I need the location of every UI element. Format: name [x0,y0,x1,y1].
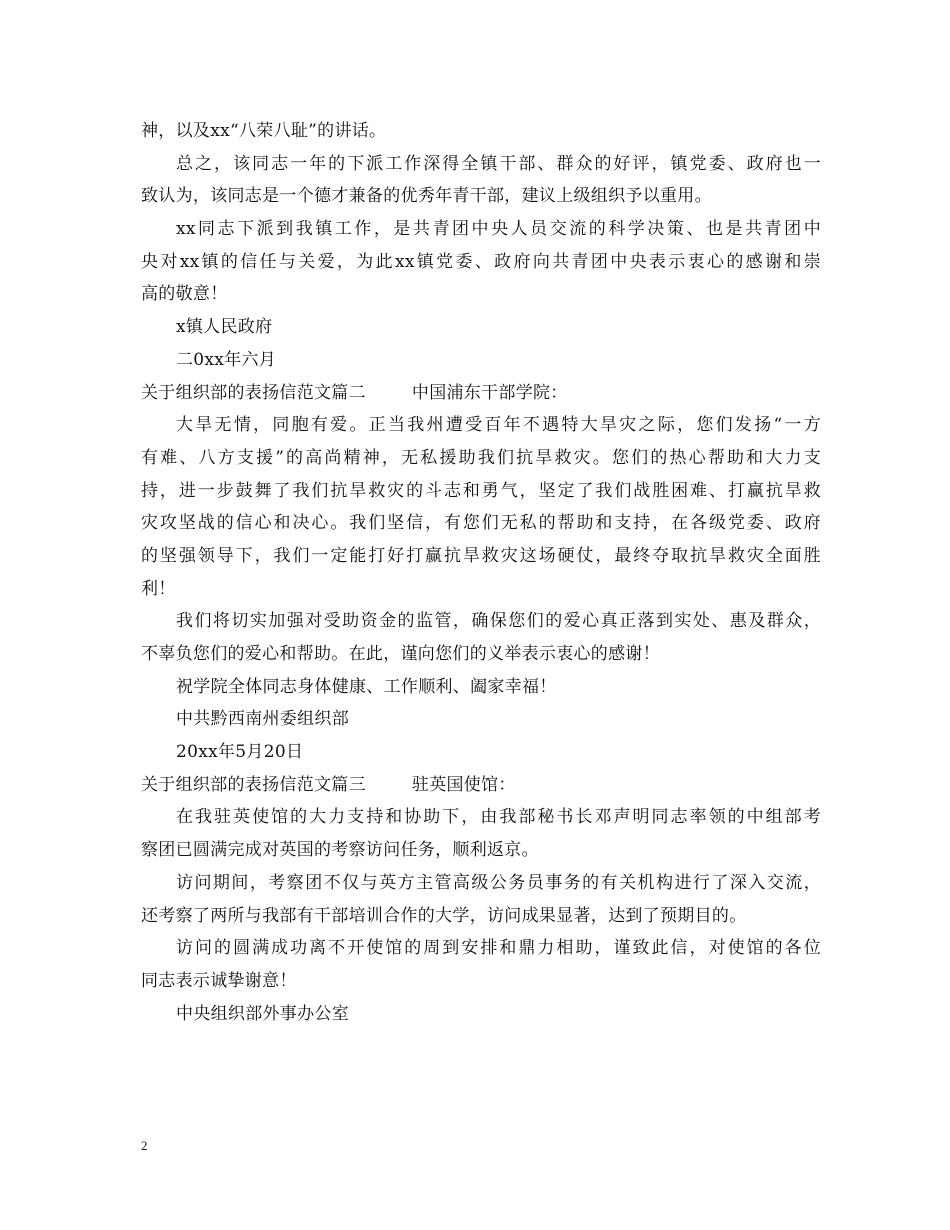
paragraph-line: 神，以及xx“八荣八耻”的讲话。 [141,121,387,141]
page-number: 2 [141,1138,148,1153]
paragraph-line: xx同志下派到我镇工作，是共青团中央人员交流的科学决策、也是共青团中 [176,219,821,240]
paragraph-line: 不辜负您们的爱心和帮助。在此，谨向您们的义举表示衷心的感谢！ [141,644,660,664]
letter-recipient: 驻英国使馆： [411,774,516,795]
paragraph-line: 察团已圆满完成对英国的考察访问任务，顺利返京。 [141,840,539,861]
paragraph-line: 祝学院全体同志身体健康、工作顺利、阖家幸福！ [176,676,557,697]
paragraph-line: 在我驻英使馆的大力支持和协助下，由我部秘书长邓声明同志率领的中组部考 [176,807,821,828]
paragraph-line: 有难、八方支援”的高尚精神，无私援助我们抗旱救灾。您们的热心帮助和大力支 [141,447,821,468]
paragraph-line: 灾攻坚战的信心和决心。我们坚信，有您们无私的帮助和支持，在各级党委、政府 [141,513,821,534]
paragraph-line: 总之，该同志一年的下派工作深得全镇干部、群众的好评，镇党委、政府也一 [176,153,821,174]
date-line: 二0xx年六月 [176,349,277,370]
paragraph-line: 访问期间，考察团不仅与英方主管高级公务员事务的有关机构进行了深入交流， [176,872,821,893]
paragraph-line: 持，进一步鼓舞了我们抗旱救灾的斗志和勇气，坚定了我们战胜困难、打赢抗旱救 [141,480,821,501]
letter-title: 关于组织部的表扬信范文篇三 [141,774,366,795]
paragraph-line: 高的敬意！ [141,284,228,305]
letter-title: 关于组织部的表扬信范文篇二 [141,382,366,403]
paragraph-line: 同志表示诚挚谢意！ [141,970,297,991]
paragraph-line: 的坚强领导下，我们一定能打好打赢抗旱救灾这场硬仗，最终夺取抗旱救灾全面胜 [141,545,821,566]
paragraph-line: 还考察了两所与我部有干部培训合作的大学，访问成果显著，达到了预期目的。 [141,905,747,926]
letter-heading [141,377,821,410]
signature-line: x镇人民政府 [176,317,273,338]
signature-line: 中央组织部外事办公室 [176,1003,349,1024]
document-body [141,115,821,1030]
paragraph-line: 致认为，该同志是一个德才兼备的优秀年青干部，建议上级组织予以重用。 [141,186,712,207]
letter-recipient: 中国浦东干部学院： [411,382,568,403]
paragraph-line: 利！ [141,578,176,599]
date-line: 20xx年5月20日 [176,742,304,763]
letter-heading [141,769,821,802]
paragraph-line: 我们将切实加强对受助资金的监管，确保您们的爱心真正落到实处、惠及群众， [176,611,821,632]
paragraph-line: 访问的圆满成功离不开使馆的周到安排和鼎力相助，谨致此信，对使馆的各位 [176,938,821,959]
paragraph-line: 央对xx镇的信任与关爱，为此xx镇党委、政府向共青团中央表示衷心的感谢和崇 [141,251,821,272]
signature-line: 中共黔西南州委组织部 [176,709,349,730]
paragraph-line: 大旱无情，同胞有爱。正当我州遭受百年不遇特大旱灾之际，您们发扬“一方 [176,415,821,436]
